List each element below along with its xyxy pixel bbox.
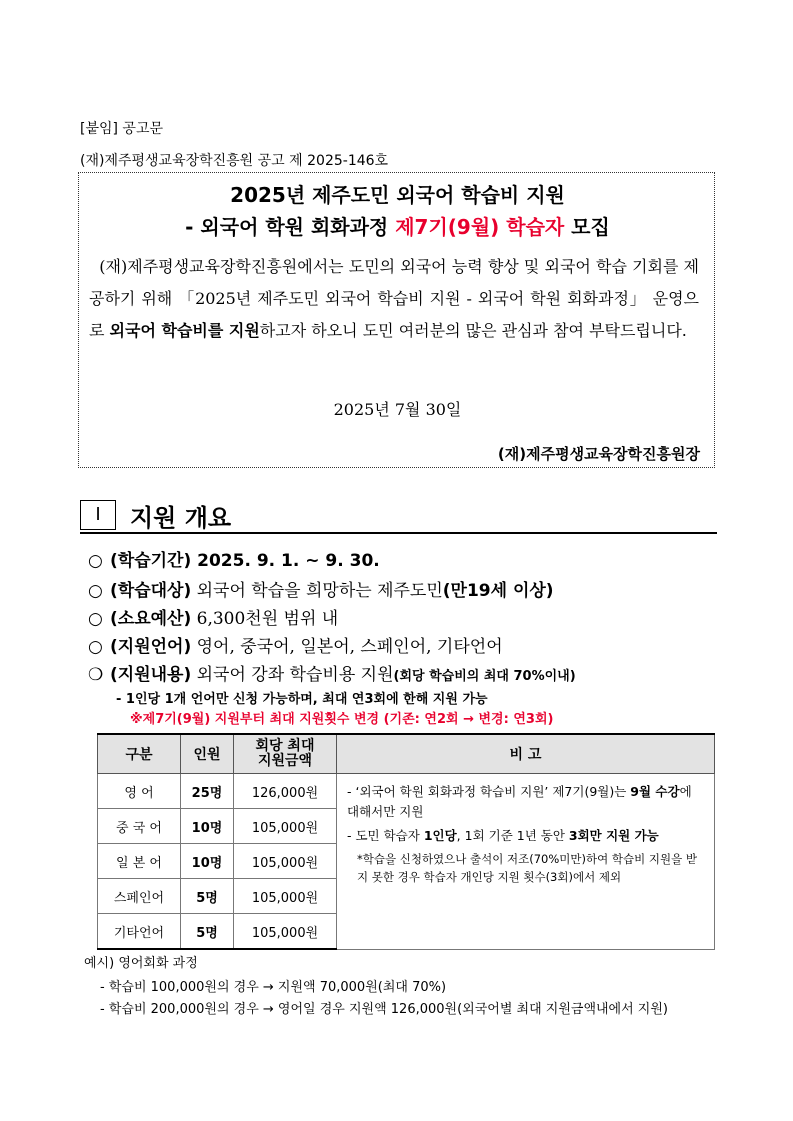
remark-2 (347, 826, 706, 846)
notice-box (78, 172, 715, 468)
bullet-bold-tail: (회당 학습비의 최대 70%이내) (393, 669, 576, 684)
section-number: Ⅰ (80, 500, 116, 530)
bullet-text: 영어, 중국어, 일본어, 스페인어, 기타언어 (191, 637, 503, 657)
cell-people: 25명 (181, 774, 234, 809)
remark-1-bold: 9월 수강 (630, 784, 680, 799)
notice-title: 2025년 제주도민 외국어 학습비 지원 (230, 183, 565, 207)
remark-2-bold: 1인당 (423, 828, 457, 843)
circle-bullet-icon: ○ (88, 609, 103, 629)
bullet-label: (학습기간) (110, 551, 192, 571)
body-text-2: 하고자 하오니 도민 여러분의 많은 관심과 참여 부탁드립니다. (259, 321, 687, 340)
bullet-budget (88, 604, 338, 629)
sub-note-2: ※제7기(9월) 지원부터 최대 지원횟수 변경 (기존: 연2회 → 변경: 연3회) (130, 712, 554, 727)
example-line-2: - 학습비 200,000원의 경우 → 영어일 경우 지원액 126,000원(외국어별 최대 지원금액내에서 지원) (100, 1002, 668, 1017)
cell-amount: 105,000원 (234, 844, 337, 879)
bullet-label: (지원언어) (110, 637, 192, 657)
cell-language: 일 본 어 (98, 844, 181, 879)
notice-body (89, 251, 699, 347)
section-title: 지원 개요 (130, 504, 232, 532)
cell-amount: 126,000원 (234, 774, 337, 809)
remark-3: *학습을 신청하였으나 출석이 저조(70%미만)하여 학습비 지원을 받지 못한 경우 학습자 개인당 지원 횟수(3회)에서 제외 (357, 852, 697, 884)
example-heading: 예시) 영어회화 과정 (84, 956, 198, 971)
cell-amount: 105,000원 (234, 914, 337, 950)
cell-people: 10명 (181, 844, 234, 879)
bullet-content (88, 660, 576, 685)
table-row (98, 774, 715, 809)
attachment-label: [붙임] 공고문 (80, 121, 163, 137)
cell-language: 기타언어 (98, 914, 181, 950)
subtitle-prefix: - 외국어 학원 회화과정 (185, 215, 396, 239)
section-rule (80, 532, 717, 534)
notice-number: (재)제주평생교육장학진흥원 공고 제 2025-146호 (80, 153, 389, 169)
circle-bullet-icon: ❍ (88, 665, 104, 685)
cell-language: 중 국 어 (98, 809, 181, 844)
bullet-languages (88, 632, 503, 657)
subtitle-suffix: 모집 (564, 215, 610, 239)
example-line-1: - 학습비 100,000원의 경우 → 지원액 70,000원(최대 70%) (100, 980, 447, 995)
cell-people: 5명 (181, 914, 234, 950)
bullet-text: 외국어 학습을 희망하는 제주도민 (191, 581, 443, 601)
circle-bullet-icon: ○ (88, 637, 103, 657)
remark-1-text: - ‘외국어 학원 회화과정 학습비 지원’ 제7기(9월)는 (347, 784, 631, 799)
notice-subtitle (79, 211, 716, 240)
sub-note-1: - 1인당 1개 언어만 신청 가능하며, 최대 연3회에 한해 지원 가능 (116, 692, 488, 707)
bullet-text: 2025. 9. 1. ~ 9. 30. (191, 551, 380, 571)
cell-language: 스페인어 (98, 879, 181, 914)
header-people: 인원 (181, 734, 234, 774)
header-note: 비 고 (337, 734, 715, 774)
support-table (97, 733, 715, 950)
cell-amount: 105,000원 (234, 879, 337, 914)
cell-people: 5명 (181, 879, 234, 914)
notice-org: (재)제주평생교육장학진흥원장 (497, 445, 700, 463)
cell-language: 영 어 (98, 774, 181, 809)
remark-2-text: - 도민 학습자 (347, 828, 424, 843)
bullet-label: (학습대상) (110, 581, 192, 601)
subtitle-highlight: 제7기(9월) 학습자 (395, 215, 565, 239)
cell-amount: 105,000원 (234, 809, 337, 844)
remark-1-tail: 에 대해서만 지원 (347, 784, 692, 819)
circle-bullet-icon: ○ (88, 581, 103, 601)
bullet-bold-tail: (만19세 이상) (442, 581, 554, 601)
circle-bullet-icon: ○ (88, 551, 103, 571)
cell-remarks (337, 774, 715, 950)
remark-2-mid: , 1회 기준 1년 동안 (456, 828, 569, 843)
bullet-text: 6,300천원 범위 내 (191, 609, 339, 629)
bullet-label: (지원내용) (110, 665, 192, 685)
bullet-label: (소요예산) (110, 609, 192, 629)
bullet-period (88, 546, 380, 571)
table-header-row (98, 734, 715, 774)
notice-date: 2025년 7월 30일 (333, 400, 462, 419)
body-text-bold: 외국어 학습비를 지원 (109, 321, 260, 340)
bullet-text: 외국어 강좌 학습비용 지원 (191, 665, 394, 685)
body-text-1: (재)제주평생교육장학진흥원에서는 도민의 외국어 능력 향상 및 외국어 학습 기회를 제공하기 위해 「2025년 제주도민 외국어 학습비 지원 - 외국어 학원 회화과정」 운영으로 (89, 257, 700, 340)
remark-1 (347, 782, 706, 822)
bullet-target (88, 576, 554, 601)
cell-people: 10명 (181, 809, 234, 844)
header-category: 구분 (98, 734, 181, 774)
remark-2-bold-tail: 3회만 지원 가능 (568, 828, 659, 843)
header-amount: 회당 최대 지원금액 (234, 734, 337, 774)
